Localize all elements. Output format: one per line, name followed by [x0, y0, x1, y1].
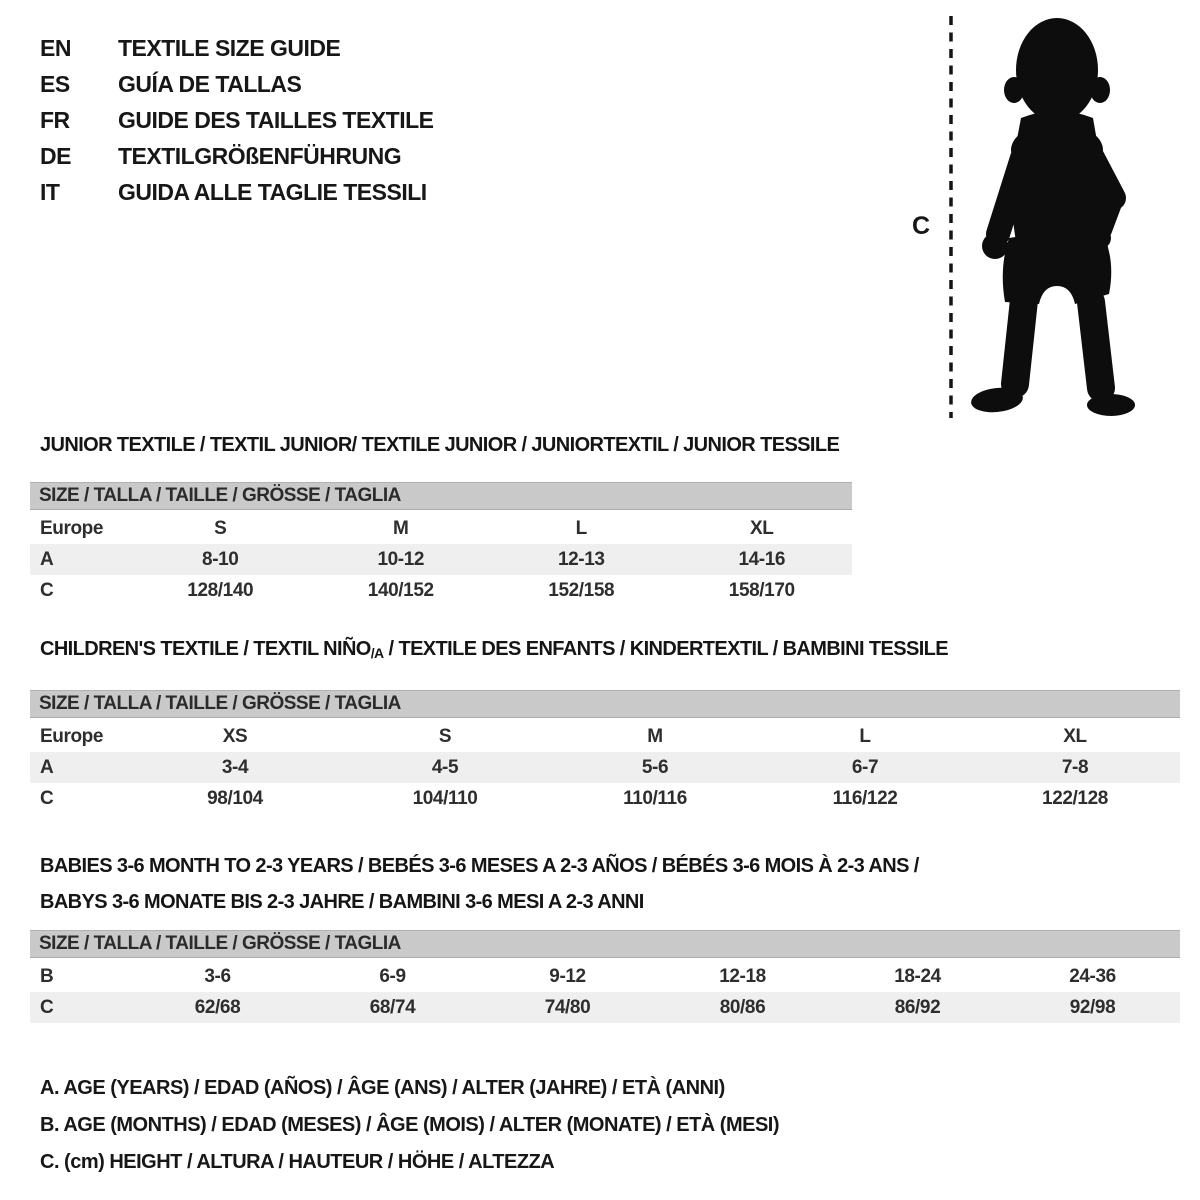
row-label: Europe: [40, 517, 104, 539]
table-row: [30, 575, 852, 606]
note-age-months: B. AGE (MONTHS) / EDAD (MESES) / ÂGE (MOIS) / ALTER (MONATE) / ETÀ (MESI): [40, 1114, 780, 1136]
table-row: [30, 961, 1180, 992]
size-cell: 68/74: [305, 992, 480, 1023]
size-cell: M: [647, 725, 663, 747]
size-cell: 92/98: [1005, 992, 1180, 1023]
row-label: C: [30, 992, 130, 1023]
height-measure-label: C: [912, 212, 931, 240]
row-label: Europe: [40, 725, 104, 747]
toddler-silhouette-shape: [970, 18, 1135, 416]
size-cell: 86/92: [830, 992, 1005, 1023]
junior-table-header: SIZE / TALLA / TAILLE / GRÖSSE / TAGLIA: [30, 482, 852, 510]
children-table-header: SIZE / TALLA / TAILLE / GRÖSSE / TAGLIA: [30, 690, 1180, 718]
language-code: FR: [40, 107, 70, 133]
table-row: [30, 513, 852, 544]
size-cell: 140/152: [367, 579, 434, 601]
table-row: [30, 783, 1180, 814]
language-code: DE: [40, 143, 71, 169]
size-cell: S: [438, 725, 452, 747]
language-title: GUÍA DE TALLAS: [118, 71, 302, 97]
size-cell: S: [214, 517, 227, 539]
children-title-rest: / TEXTILE DES ENFANTS / KINDERTEXTIL / BAMBINI TESSILE: [383, 638, 949, 660]
size-cell: 62/68: [130, 992, 305, 1023]
language-row: [40, 66, 434, 102]
children-size-table: [30, 690, 1180, 814]
legend-notes: [40, 1070, 779, 1181]
size-cell: 12-13: [491, 544, 672, 575]
row-label: A: [30, 544, 130, 575]
babies-section-title: [40, 848, 919, 920]
size-cell: 6-9: [379, 965, 406, 987]
language-title: GUIDA ALLE TAGLIE TESSILI: [118, 179, 427, 205]
language-row: [40, 174, 434, 210]
size-cell: 18-24: [894, 965, 941, 987]
size-cell: L: [859, 725, 871, 747]
children-section-title: [40, 638, 948, 661]
row-label: C: [40, 579, 54, 601]
size-cell: 5-6: [550, 752, 760, 783]
language-row: [40, 30, 434, 66]
size-cell: 8-10: [130, 544, 311, 575]
language-title: TEXTILGRÖßENFÜHRUNG: [118, 143, 402, 169]
note-height-cm: C. (cm) HEIGHT / ALTURA / HAUTEUR / HÖHE / ALTEZZA: [40, 1151, 555, 1173]
language-code: ES: [40, 71, 70, 97]
size-cell: 24-36: [1069, 965, 1116, 987]
babies-table-header: SIZE / TALLA / TAILLE / GRÖSSE / TAGLIA: [30, 930, 1180, 958]
size-cell: 80/86: [655, 992, 830, 1023]
language-row: [40, 138, 434, 174]
language-code: IT: [40, 179, 60, 205]
size-cell: 6-7: [760, 752, 970, 783]
size-cell: 152/158: [548, 579, 615, 601]
row-label: B: [40, 965, 54, 987]
children-title-sub: /A: [370, 645, 384, 661]
babies-title-line2: BABYS 3-6 MONATE BIS 2-3 JAHRE / BAMBINI 3-6 MESI A 2-3 ANNI: [40, 891, 644, 913]
size-cell: 9-12: [549, 965, 586, 987]
language-title: GUIDE DES TAILLES TEXTILE: [118, 107, 434, 133]
size-cell: 7-8: [970, 752, 1180, 783]
size-cell: 158/170: [728, 579, 795, 601]
size-cell: 10-12: [311, 544, 492, 575]
size-cell: 3-6: [204, 965, 231, 987]
table-row: [30, 992, 1180, 1023]
row-label: C: [40, 787, 54, 809]
babies-size-table: [30, 930, 1180, 1023]
language-title-list: [40, 30, 434, 210]
size-cell: 128/140: [187, 579, 254, 601]
junior-size-table: [30, 482, 852, 606]
junior-section-title: JUNIOR TEXTILE / TEXTIL JUNIOR/ TEXTILE JUNIOR / JUNIORTEXTIL / JUNIOR TESSILE: [40, 434, 840, 456]
size-cell: 14-16: [672, 544, 853, 575]
size-cell: 98/104: [207, 787, 263, 809]
size-cell: XL: [1063, 725, 1087, 747]
size-cell: 104/110: [412, 787, 478, 809]
size-cell: 3-4: [130, 752, 340, 783]
size-cell: M: [393, 517, 409, 539]
size-cell: 110/116: [623, 787, 687, 809]
size-cell: 122/128: [1042, 787, 1108, 809]
size-cell: 74/80: [480, 992, 655, 1023]
children-title-main: CHILDREN'S TEXTILE / TEXTIL NIÑO: [40, 638, 371, 660]
language-title: TEXTILE SIZE GUIDE: [118, 35, 341, 61]
size-cell: XS: [222, 725, 248, 747]
note-age-years: A. AGE (YEARS) / EDAD (AÑOS) / ÂGE (ANS) / ALTER (JAHRE) / ETÀ (ANNI): [40, 1077, 725, 1099]
language-row: [40, 102, 434, 138]
size-cell: 4-5: [340, 752, 550, 783]
size-cell: 116/122: [832, 787, 898, 809]
table-row: [30, 752, 1180, 783]
size-cell: 12-18: [719, 965, 766, 987]
babies-title-line1: BABIES 3-6 MONTH TO 2-3 YEARS / BEBÉS 3-6 MESES A 2-3 AÑOS / BÉBÉS 3-6 MOIS À 2-3 ANS /: [40, 855, 919, 877]
language-code: EN: [40, 35, 71, 61]
size-cell: L: [575, 517, 587, 539]
toddler-silhouette-icon: [905, 0, 1155, 430]
size-cell: XL: [750, 517, 774, 539]
table-row: [30, 721, 1180, 752]
table-row: [30, 544, 852, 575]
row-label: A: [30, 752, 130, 783]
